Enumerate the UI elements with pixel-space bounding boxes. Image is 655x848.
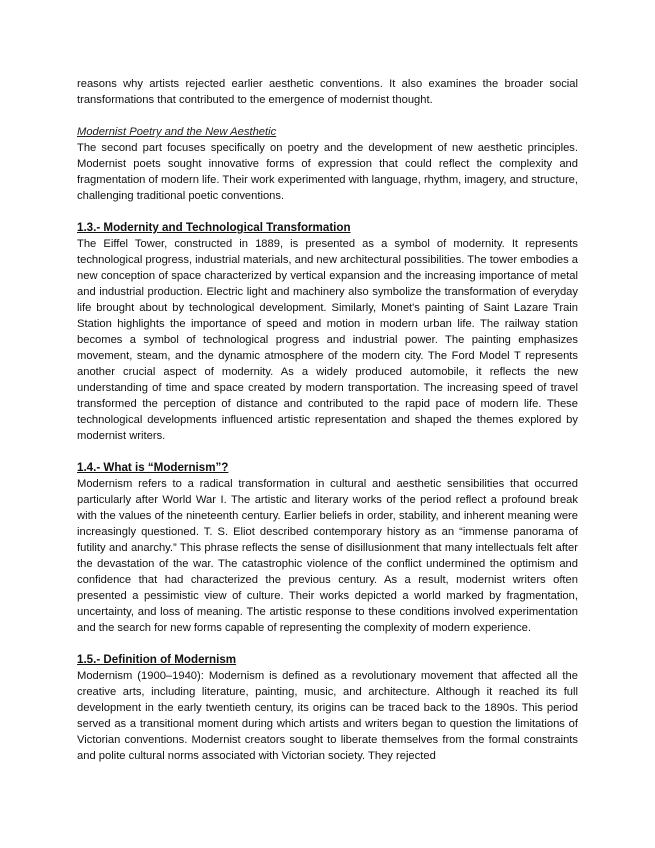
section-1-4-heading: 1.4.- What is “Modernism”? — [77, 461, 229, 474]
poetry-paragraph: The second part focuses specifically on poetry and the development of new aesthetic principles. Modernist poets sought innovative forms of expression that could reflect the complexity and fragmentation of modern life. Their work experimented with language, rhythm, imagery, and structure, challenging traditional poetic conventions. — [77, 142, 578, 202]
spacer — [77, 108, 578, 124]
section-1-4-paragraph: Modernism refers to a radical transformation in cultural and aesthetic sensibilities that occurred particularly after World War I. The artistic and literary works of the period reflect a profound break with the values of the nineteenth century. Earlier beliefs in order, stability, and inherent meaning were increasingly questioned. T. S. Eliot described contemporary history as an “immense panorama of futility and anarchy.” This phrase reflects the sense of disillusionment that many intellectuals felt after the devastation of the war. The catastrophic violence of the conflict undermined the optimism and confidence that had characterized the previous century. As a result, modernist writers often presented a pessimistic view of culture. Their works depicted a world marked by fragmentation, uncertainty, and loss of meaning. The artistic response to these conditions involved experimentation and the search for new forms capable of representing the complexity of modern experience. — [77, 478, 578, 634]
spacer — [77, 444, 578, 460]
section-1-3-paragraph: The Eiffel Tower, constructed in 1889, is presented as a symbol of modernity. It represents technological progress, industrial materials, and new architectural possibilities. The tower embodies a new conception of space characterized by vertical expansion and the increasing importance of metal and industrial production. Electric light and machinery also symbolize the transformation of everyday life brought about by technological development. Similarly, Monet's painting of Saint Lazare Train Station highlights the importance of speed and motion in modern urban life. The railway station becomes a symbol of technological progress and industrial power. The painting emphasizes movement, steam, and the dynamic atmosphere of the modern city. The Ford Model T represents another crucial aspect of modernity. As a widely produced automobile, it reflects the new understanding of time and space created by modern transportation. The increasing speed of travel transformed the perception of distance and contributed to the rapid pace of modern life. These technological developments influenced artistic representation and shaped the themes explored by modernist writers. — [77, 238, 578, 442]
spacer — [77, 204, 578, 220]
document-page — [77, 76, 578, 764]
section-1-3-heading: 1.3.- Modernity and Technological Transformation — [77, 221, 351, 234]
poetry-subheading: Modernist Poetry and the New Aesthetic — [77, 126, 277, 138]
section-1-5-heading: 1.5.- Definition of Modernism — [77, 653, 237, 666]
section-1-5-paragraph: Modernism (1900–1940): Modernism is defined as a revolutionary movement that affected all the creative arts, including literature, painting, music, and architecture. Although it reached its full development in the early twentieth century, its origins can be traced back to the 1890s. This period served as a transitional moment during which artists and writers began to question the limitations of Victorian conventions. Modernist creators sought to liberate themselves from the formal constraints and polite cultural norms associated with Victorian society. They rejected — [77, 670, 578, 762]
intro-paragraph: reasons why artists rejected earlier aesthetic conventions. It also examines the broader social transformations that contributed to the emergence of modernist thought. — [77, 78, 578, 106]
spacer — [77, 636, 578, 652]
